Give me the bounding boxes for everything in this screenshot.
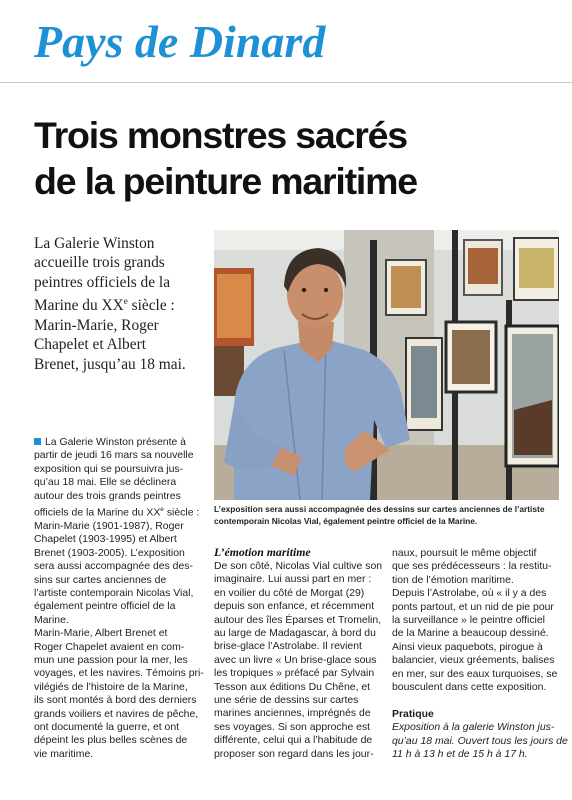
- headline: [34, 112, 554, 204]
- body-line: sera aussi accompagnée des des-: [34, 561, 193, 573]
- square-bullet-icon: [34, 438, 41, 445]
- body-column-2: [214, 560, 388, 761]
- body-line: Marin-Marie, Albert Brenet et: [34, 628, 168, 640]
- lead-line: Brenet, jusqu’au 18 mai.: [34, 355, 186, 373]
- body-line: en mer, sur des eaux turquoises, se: [392, 668, 558, 680]
- body-line: officiels de la Marine du XXe siècle :: [34, 506, 200, 519]
- body-line: dépeint les plus belles scènes de: [34, 735, 188, 747]
- body-line: ponts partout, et un nid de pie pour: [392, 601, 554, 613]
- body-line: ont documenté la guerre, et ont: [34, 722, 180, 734]
- body-line: ils sont montés à bord des derniers: [34, 695, 197, 707]
- body-line: bousculent dans cette exposition.: [392, 682, 547, 694]
- body-line: autour des îles Éparses et Tromelin,: [214, 614, 382, 626]
- body-line: Marine.: [34, 614, 69, 626]
- body-line: Tesson aux éditions Du Chêne, et: [214, 681, 371, 693]
- body-column-3: [392, 547, 568, 761]
- section-rubric: Pays de Dinard: [34, 16, 326, 67]
- practical-info-line: 11 h à 13 h et de 15 h à 17 h.: [392, 749, 528, 761]
- caption-line: L’exposition sera aussi accompagnée des dessins sur cartes anciennes de l’artiste: [214, 504, 545, 514]
- body-line: mun une passion pour la mer, les: [34, 654, 188, 666]
- section-subhead: L’émotion maritime: [214, 545, 311, 559]
- body-line: Ainsi vieux paquebots, pirogue à: [392, 641, 543, 653]
- body-line: De son côté, Nicolas Vial cultive son: [214, 561, 383, 572]
- body-line: Depuis l’Astrolabe, où « il y a des: [392, 588, 547, 600]
- lead-line: La Galerie Winston: [34, 235, 155, 252]
- body-line: de la Marine a beaucoup dessiné.: [392, 628, 549, 640]
- headline-line: Trois monstres sacrés: [34, 114, 407, 156]
- lead-line: Marine du XXe siècle :: [34, 296, 175, 315]
- body-line: que ses prédécesseurs : la restitu-: [392, 561, 552, 573]
- headline-line: de la peinture maritime: [34, 160, 417, 202]
- body-line: autour des trois grands peintres: [34, 490, 181, 502]
- practical-info-title: Pratique: [392, 708, 434, 720]
- spacer: [392, 694, 560, 707]
- body-line: en voilier du côté de Morgat (29): [214, 587, 365, 599]
- body-line: l’artiste contemporain Nicolas Vial,: [34, 587, 194, 599]
- body-column-1: [34, 436, 208, 761]
- body-line: différente, celui qui a l’habitude de: [214, 735, 373, 747]
- caption-line: contemporain Nicolas Vial, également peintre officiel de la Marine.: [214, 516, 478, 526]
- body-line: également peintre officiel de la: [34, 601, 176, 613]
- body-line: Chapelet (1903-1995) et Albert: [34, 534, 177, 546]
- superscript: e: [160, 506, 164, 514]
- superscript: e: [123, 296, 128, 307]
- practical-info-line: Exposition à la galerie Winston jus-: [392, 722, 555, 734]
- body-line: tion de l’émotion maritime.: [392, 574, 514, 586]
- photo-caption: [214, 503, 559, 527]
- body-line: la surveillance » le peintre officiel: [392, 615, 545, 627]
- body-line: grands voiliers et navires de pêche,: [34, 708, 199, 720]
- body-line: proposer son regard dans les jour-: [214, 748, 374, 760]
- body-line: vilégiés de l’histoire de la Marine,: [34, 681, 188, 693]
- body-line: depuis son enfance, et récemment: [214, 601, 375, 613]
- body-line: exposition qui se poursuivra jus-: [34, 463, 184, 475]
- body-line: brise-glace l’Astrolabe. Il revient: [214, 641, 362, 653]
- body-line: Roger Chapelet avaient en com-: [34, 641, 185, 653]
- body-line: La Galerie Winston présente à: [34, 436, 208, 449]
- body-line: imaginaire. Lui aussi part en mer :: [214, 574, 372, 586]
- rubric-divider: [0, 82, 572, 83]
- body-line: au large de Madagascar, à bord du: [214, 628, 376, 640]
- lead-line: peintres officiels de la: [34, 273, 171, 291]
- practical-info-line: qu’au 18 mai. Ouvert tous les jours de: [392, 735, 568, 747]
- article-photo: [214, 230, 559, 500]
- body-line: marines anciennes, imprégnés de: [214, 708, 371, 720]
- body-line: une série de dessins sur cartes: [214, 695, 359, 707]
- body-line: ses voyages. Si son approche est: [214, 721, 371, 733]
- lead-line: Chapelet et Albert: [34, 336, 146, 354]
- body-line: voyages, et les navires. Témoins pri-: [34, 668, 204, 680]
- body-line: vie maritime.: [34, 748, 94, 760]
- body-line: Marin-Marie (1901-1987), Roger: [34, 520, 184, 532]
- body-line: sins sur cartes anciennes de: [34, 574, 167, 586]
- lead-line: Marin-Marie, Roger: [34, 316, 159, 334]
- body-line: avec un livre « Un brise-glace sous: [214, 654, 377, 666]
- body-line: qu’au 18 mai. Elle se déclinera: [34, 477, 177, 489]
- body-line: partir de jeudi 16 mars sa nouvelle: [34, 450, 194, 462]
- lead-paragraph: [34, 234, 204, 374]
- lead-line: accueille trois grands: [34, 254, 165, 272]
- body-line: les tropiques » préfacé par Sylvain: [214, 668, 375, 680]
- body-line: naux, poursuit le même objectif: [392, 548, 537, 559]
- body-line: balancier, vieux gréements, balises: [392, 655, 555, 667]
- body-line: Brenet (1903-2005). L’exposition: [34, 547, 185, 559]
